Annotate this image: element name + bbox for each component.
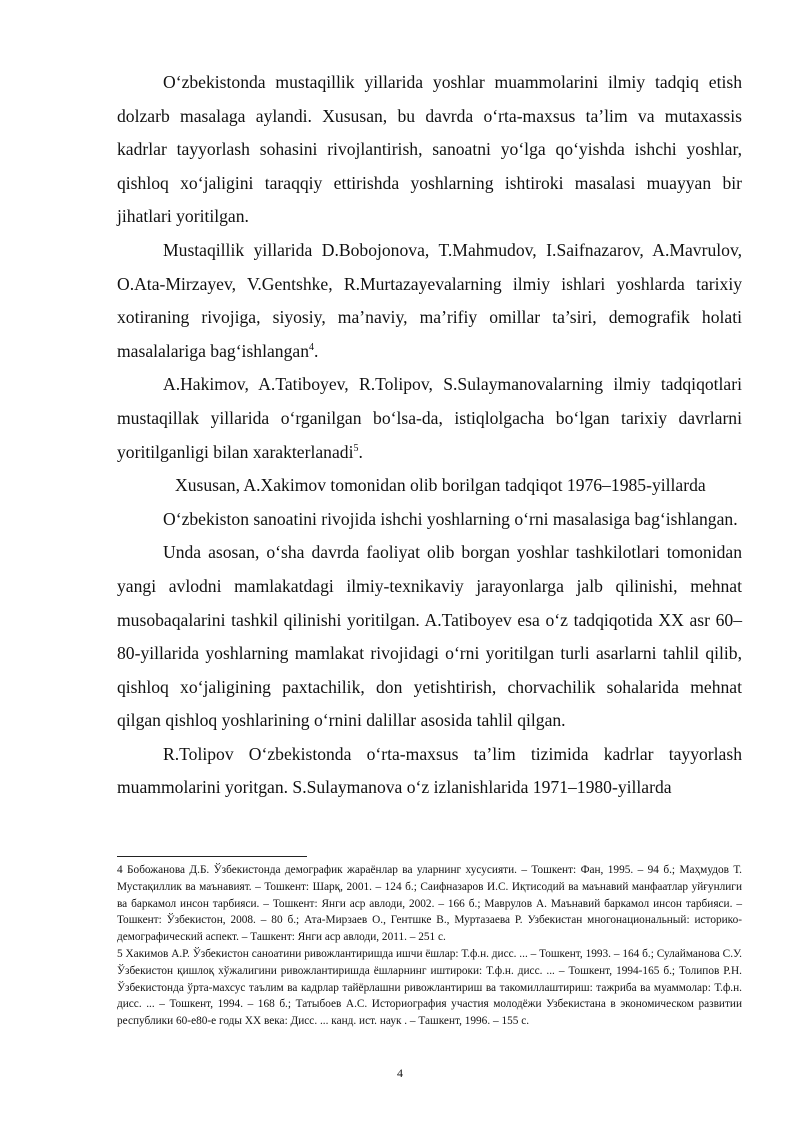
footnote-ref-5[interactable]: 5: [353, 442, 359, 454]
paragraph-1: Oʻzbekistonda mustaqillik yillarida yoshlar muammolarini ilmiy tadqiq etish dolzarb masalaga aylandi. Xususan, bu davrda oʻrta-maxsus ta’lim va mutaxassis kadrlar tayyorlash sohasini rivojlantirish, sanoatni yoʻlga qoʻyishda ishchi yoshlar, qishloq xoʻjaligini taraqqiy ettirishda yoshlarning ishtiroki masalasi muayyan bir jihatlari yoritilgan.: [117, 72, 742, 227]
paragraph-6: Unda asosan, oʻsha davrda faoliyat olib borgan yoshlar tashkilotlari tomonidan yangi avlodni mamlakatdagi ilmiy-texnikaviy jarayonlarga jalb qilinishi, mehnat musobaqalarini tashkil qilinishi yoritilgan. A.Tatiboyev esa oʻz tadqiqotida XX asr 60–80-yillarida yoshlarning mamlakat rivojidagi oʻrni yoritilgan turli asarlarni tahlil qilib, qishloq xoʻjaligining paxtachilik, don yetishtirish, chorvachilik sohalarida mehnat qilgan qishloq yoshlarining oʻrnini dalillar asosida tahlil qilgan.: [117, 542, 742, 731]
footnote-ref-4[interactable]: 4: [309, 341, 314, 353]
footnotes: [117, 862, 742, 1030]
paragraph-3: A.Hakimov, A.Tatiboyev, R.Tolipov, S.Sulaymanovalarning ilmiy tadqiqotlari mustaqillak yillarida oʻrganilgan boʻlsa-da, istiqlolgacha boʻlgan tarixiy davrlarni yoritilganligi bilan xarakterlanadi$^5$.: [117, 374, 742, 462]
footnote-divider: [117, 856, 307, 857]
paragraph-7: R.Tolipov Oʻzbekistonda oʻrta-maxsus ta’lim tizimida kadrlar tayyorlash muammolarini yoritgan. S.Sulaymanova oʻz izlanishlarida 1971–1980-yillarda: [117, 743, 742, 798]
page-number: 4: [397, 1066, 403, 1080]
footnote-5: 5 Хакимов А.Р. Ўзбекистон саноатини ривожлантиришда ишчи ёшлар: Т.ф.н. дисс. ... – Тошкент, 1993. – 164 б.; Сулайманова С.У. Ўзбекистон қишлоқ хўжалигини ривожлантиришда ёшларнинг иштироки: Т.ф.н. дисс. ... – Тошкент, 1994-165 б.; Толипов Р.Н. Ўзбекистонда ўрта-махсус таълим ва кадрлар тайёрлашни ривожлантириш ва такомиллаштириш: тажриба ва муаммолар: Т.ф.н. дисс. ... – Тошкент, 1994. – 168 б.; Татыбоев А.С. Историография участия молодёжи Узбекистана в экономическом развитии республики 60-е80-е годы XX века: Дисс. ... канд. ист. наук . – Ташкент, 1996. – 155 с.: [117, 947, 742, 1028]
paragraph-2: Mustaqillik yillarida D.Bobojonova, T.Mahmudov, I.Saifnazarov, A.Mavrulov, O.Ata-Mirzayev, V.Gentshke, R.Murtazayevalarning ilmiy ishlari yoshlarda tarixiy xotiraning rivojiga, siyosiy, ma’naviy, ma’rifiy omillar ta’siri, demografik holati masalalariga bagʻishlangan$^4$.: [117, 239, 742, 361]
body-text: [117, 66, 742, 805]
paragraph-4: Xususan, A.Xakimov tomonidan olib borilgan tadqiqot 1976–1985-yillarda: [175, 475, 706, 496]
footnote-4: 4 Бобожанова Д.Б. Ўзбекистонда демографик жараёнлар ва уларнинг хусусияти. – Тошкент: Фан, 1995. – 94 б.; Маҳмудов Т. Мустақиллик ва маънавият. – Тошкент: Шарқ, 2001. – 124 б.; Саифназаров И.С. Иқтисодий ва маънавий манфаатлар уйғунлиги ва баркамол инсон тарбияси. – Тошкент: Янги аср авлоди, 2002. – 166 б.; Маврулов А. Маънавий баркамол инсон тарбияси. – Тошкент: Ўзбекистон, 2008. – 80 б.; Ата-Мирзаев О., Гентшке В., Муртазаева Р. Узбекистан многонациональный: историко-демографический аспект. – Ташкент: Янги аср авлоди, 2011. – 251 с.: [117, 864, 742, 944]
paragraph-5: Oʻzbekiston sanoatini rivojida ishchi yoshlarning oʻrni masalasiga bagʻishlangan.: [163, 508, 738, 529]
paragraph-3-text: A.Hakimov, A.Tatiboyev, R.Tolipov, S.Sulaymanovalarning ilmiy tadqiqotlari mustaqillak yillarida oʻrganilgan boʻlsa-da, istiqlolgacha boʻlgan tarixiy davrlarni yoritilganligi bilan xarakterlanadi: [117, 374, 742, 462]
paragraph-2-text: Mustaqillik yillarida D.Bobojonova, T.Mahmudov, I.Saifnazarov, A.Mavrulov, O.Ata-Mirzayev, V.Gentshke, R.Murtazayevalarning ilmiy ishlari yoshlarda tarixiy xotiraning rivojiga, siyosiy, ma’naviy, ma’rifiy omillar ta’siri, demografik holati masalalariga bagʻishlangan: [117, 239, 742, 361]
